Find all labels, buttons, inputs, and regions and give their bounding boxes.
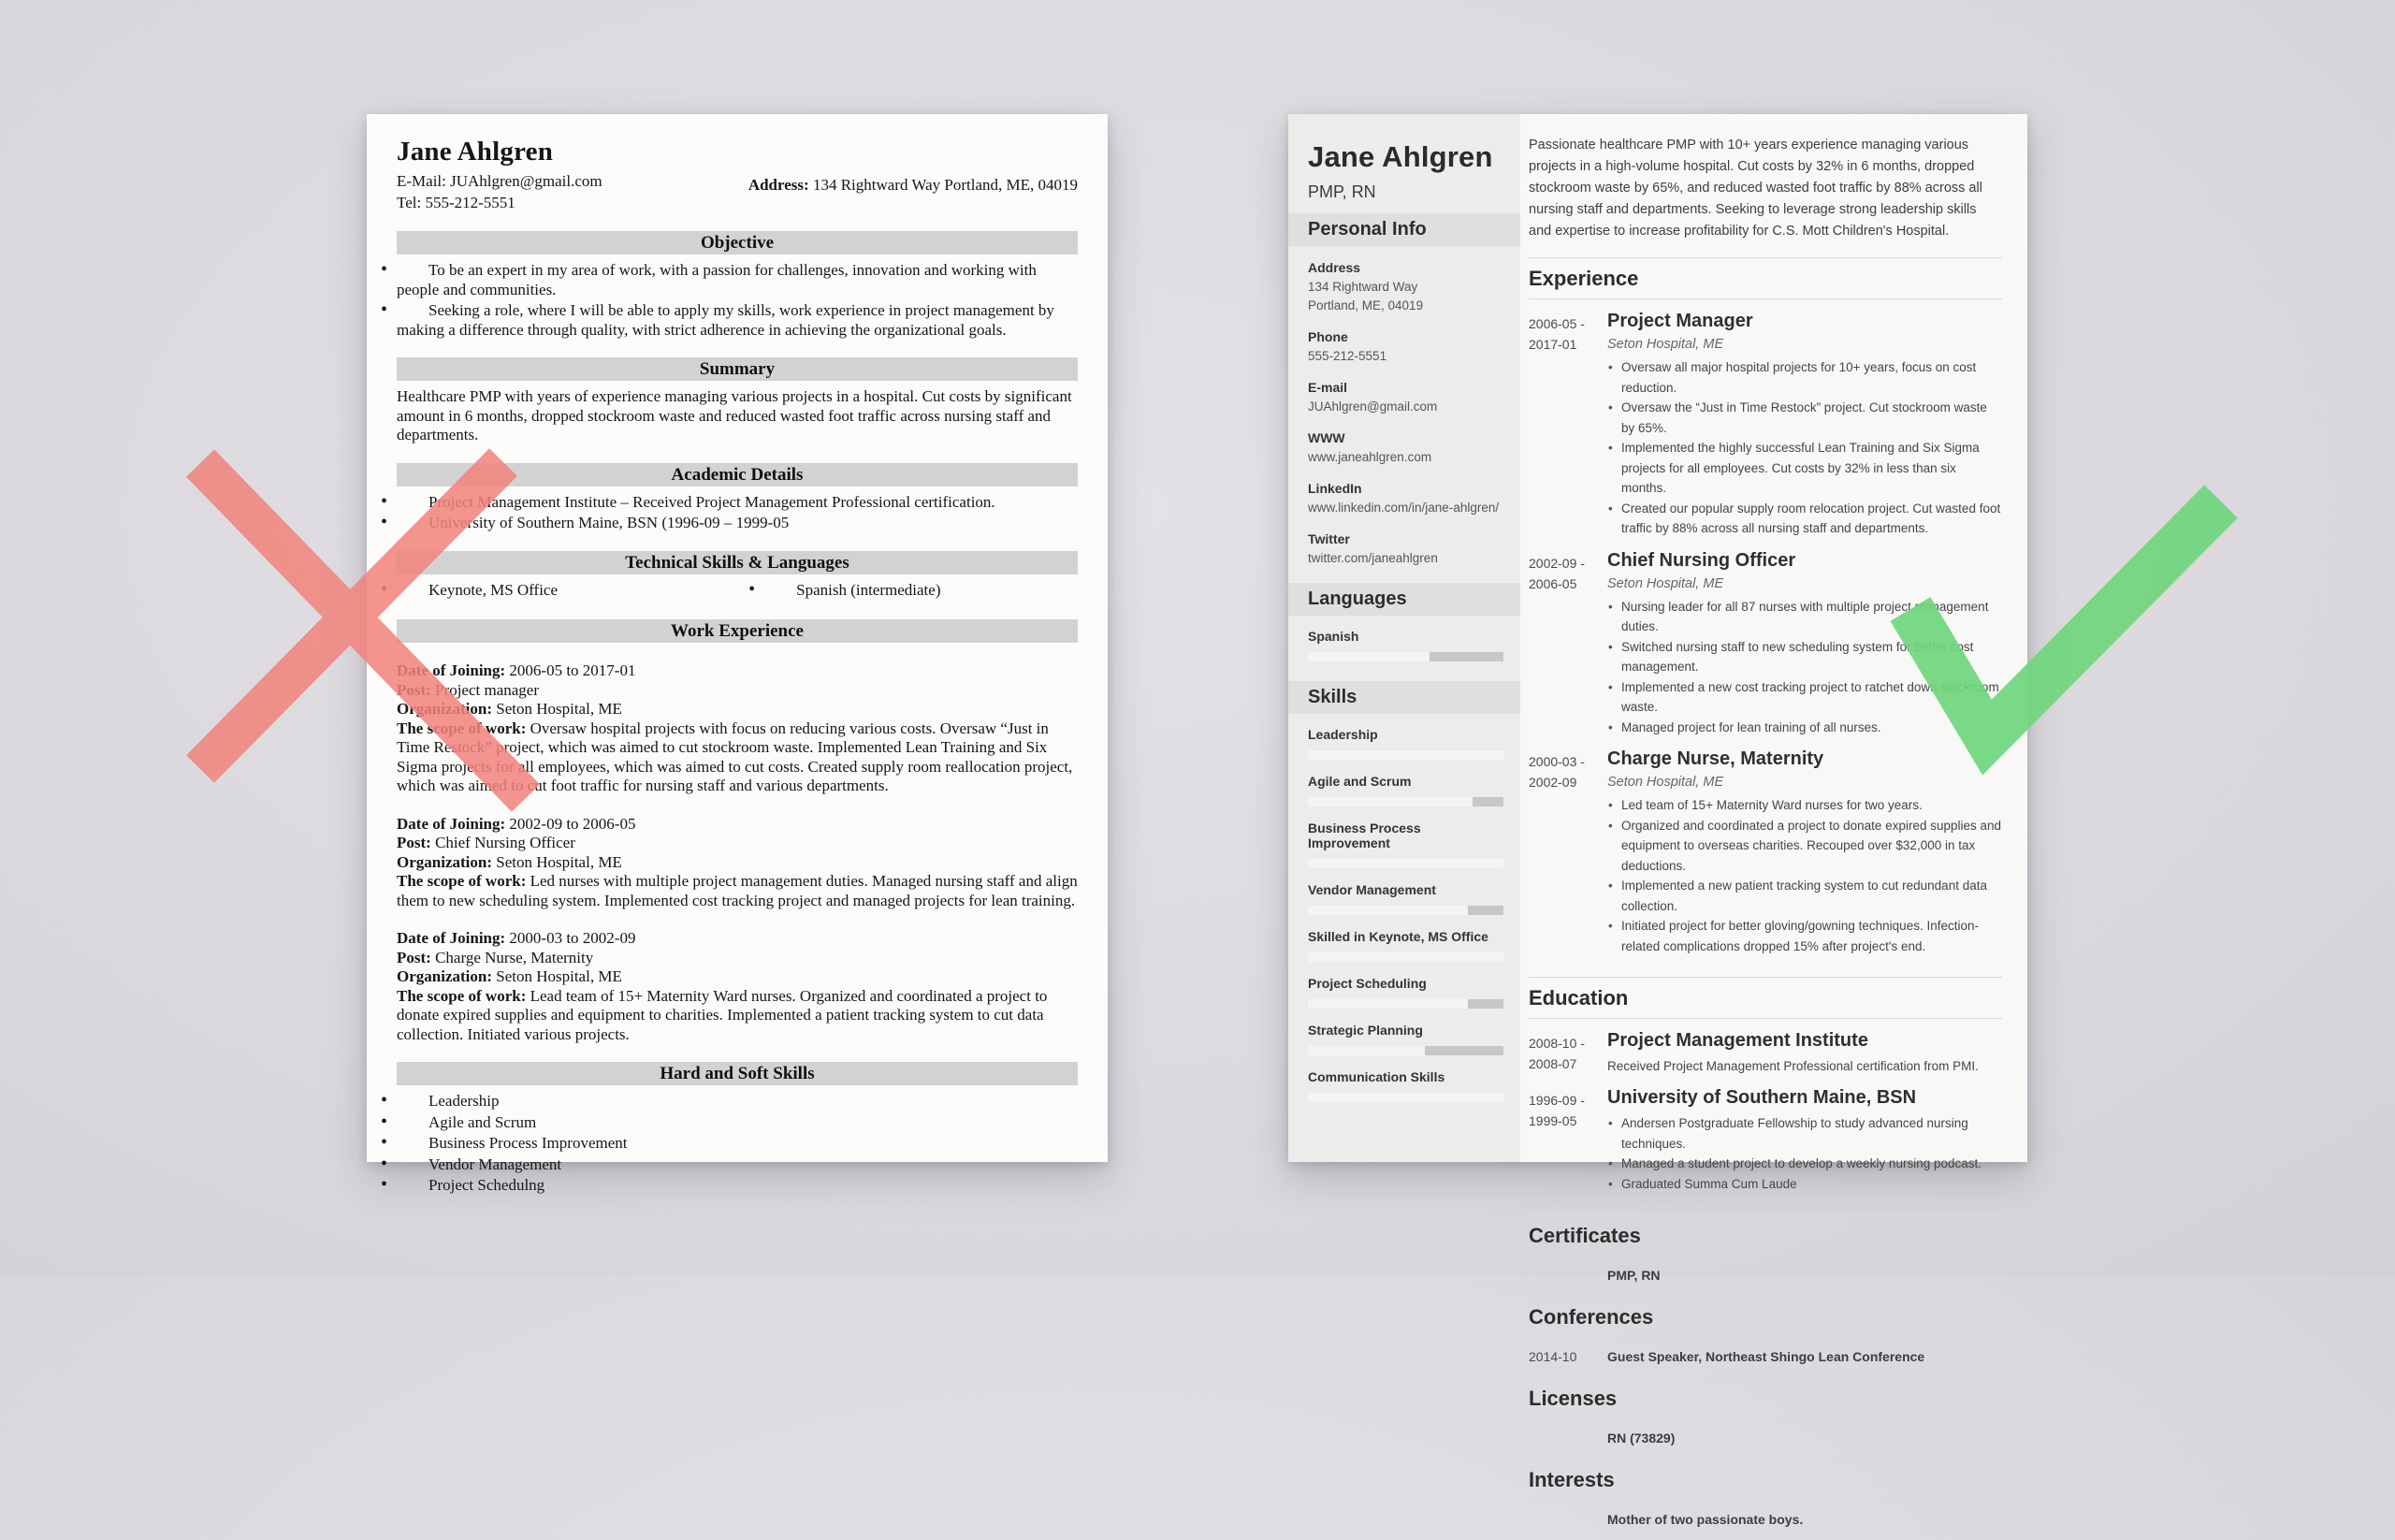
skill-item-bar: [1308, 906, 1503, 915]
address-label: Address:: [748, 176, 809, 194]
skill-item-bar: [1308, 1093, 1503, 1102]
entry-dates: [1529, 1087, 1607, 1194]
conference-date: 2014-10: [1529, 1349, 1577, 1364]
contact-label: Twitter: [1308, 531, 1350, 546]
entry-company: Seton Hospital, ME: [1607, 337, 1724, 352]
academic-bullet: • Project Management Institute – Received Project Management Professional certification.: [397, 493, 1078, 513]
licenses-heading: Licenses: [1529, 1378, 2002, 1419]
skill-item-bar-fill: [1308, 797, 1473, 806]
skill-item: [1308, 774, 1503, 806]
entry-date: 2017-01: [1529, 337, 1577, 352]
skill-item-bar-fill: [1308, 952, 1503, 962]
objective-bullet: • Seeking a role, where I will be able to apply my skills, work experience in project management by making a difference through quality, with strict adherence in achieving the organizational goals.: [397, 301, 1078, 340]
skill-item-bar: [1308, 797, 1503, 806]
work-field-label: The scope of work:: [397, 986, 527, 1005]
objective-list: [397, 261, 1078, 340]
skill-item: [1308, 1023, 1503, 1055]
skill-item: [1308, 1069, 1503, 1102]
address-value: 134 Rightward Way Portland, ME, 04019: [812, 176, 1078, 194]
professional-summary: Passionate healthcare PMP with 10+ years experience managing various projects in a high-volume hospital. Cut costs by 32% in 6 months, dropped stockroom waste by 65%, and reduced wasted foot traffic by 88% across all nursing staff and departments. Seeking to leverage strong leadership skills and expertise to increase profitability for C.S. Mott Children's Hospital.: [1529, 138, 1982, 239]
entry-title: Charge Nurse, Maternity: [1607, 748, 1824, 769]
certificates-text: PMP, RN: [1607, 1268, 1661, 1283]
tech-skill-left: • Keynote, MS Office: [397, 581, 710, 601]
contact-group: [1308, 478, 1503, 517]
work-field-row: Organization: Seton Hospital, ME: [397, 967, 622, 985]
entry-body: [1607, 1030, 2002, 1076]
contact-label: Phone: [1308, 329, 1348, 344]
bad-resume-name: Jane Ahlgren: [397, 137, 554, 167]
section-experience: [1529, 257, 2002, 977]
entry-bullet: • Oversaw all major hospital projects for 10+ years, focus on cost reduction.: [1607, 357, 2002, 398]
section-bar-summary: Summary: [397, 357, 1078, 381]
work-field-label: Post:: [397, 834, 431, 851]
tech-skill-right: • Spanish (intermediate): [764, 581, 1078, 601]
hard-soft-skill-bullet: • Vendor Management: [397, 1155, 1078, 1175]
conferences-heading: Conferences: [1529, 1297, 2002, 1338]
entry-bullet: • Implemented a new patient tracking system to cut redundant data collection.: [1607, 876, 2002, 916]
entry-title: Project Management Institute: [1607, 1030, 1868, 1051]
contact-list: [1288, 246, 1520, 583]
skill-item-name: Strategic Planning: [1308, 1023, 1423, 1038]
entry-date: 2008-07: [1529, 1056, 1577, 1071]
entry-bullet: • Organized and coordinated a project to donate expired supplies and equipment to overseas charities. Recouped over $32,000 in tax deductions.: [1607, 816, 2002, 877]
summary-paragraph: Healthcare PMP with years of experience managing various projects in a hospital. Cut costs by significant amount in 6 months, dropped stockroom waste and reduced wasted foot traffic across nursing staff and departments.: [397, 387, 1072, 443]
entry-bullet: • Graduated Summa Cum Laude: [1607, 1174, 2002, 1195]
entry-body: [1607, 1087, 2002, 1194]
work-field-row: Post: Project manager: [397, 680, 540, 699]
contact-value: JUAhlgren@gmail.com: [1308, 400, 1438, 414]
skill-item: [1308, 727, 1503, 760]
entry-date: 2008-10 -: [1529, 1036, 1585, 1051]
interests-row: [1529, 1501, 2002, 1540]
skill-item-name: Communication Skills: [1308, 1069, 1445, 1084]
skill-item-bar-fill: [1308, 906, 1468, 915]
entry-dates: [1529, 748, 1607, 956]
hard-soft-skill-bullet: • Project Schedulng: [397, 1176, 1078, 1196]
language-item-name: Spanish: [1308, 629, 1359, 644]
contact-group: [1308, 428, 1503, 467]
entry-bullets: [1607, 357, 2002, 539]
interests-date: [1529, 1512, 1607, 1527]
contact-group: [1308, 529, 1503, 568]
entry-title: Chief Nursing Officer: [1607, 549, 1796, 571]
language-item: [1308, 629, 1503, 661]
entry-bullets: [1607, 795, 2002, 956]
section-conferences: [1529, 1296, 2002, 1377]
entry-bullet: • Oversaw the “Just in Time Restock” project. Cut stockroom waste by 65%.: [1607, 398, 2002, 438]
contact-group: [1308, 257, 1503, 315]
skill-item-name: Vendor Management: [1308, 882, 1436, 897]
sidebar-heading-skills: Skills: [1288, 681, 1520, 714]
bad-resume-phone: Tel: 555-212-5551: [397, 194, 515, 211]
sidebar-heading-personal-info: Personal Info: [1288, 213, 1520, 246]
skill-item-bar-fill: [1308, 750, 1503, 760]
contact-value: Portland, ME, 04019: [1308, 298, 1424, 312]
education-entries: [1529, 1019, 2002, 1214]
entry-body: [1607, 748, 2002, 956]
skill-item: [1308, 929, 1503, 962]
entry-bullet: • Implemented the highly successful Lean Training and Six Sigma projects for all employees. Cut costs by 32% in less than six months.: [1607, 438, 2002, 499]
work-field-row: Date of Joining: 2000-03 to 2002-09: [397, 929, 636, 947]
skill-item-name: Agile and Scrum: [1308, 774, 1412, 789]
entry-bullet: • Managed project for lean training of all nurses.: [1607, 718, 2002, 738]
timeline-entry: [1529, 311, 2002, 539]
conferences-row: [1529, 1338, 2002, 1377]
section-bar-hard-soft-skills: Hard and Soft Skills: [397, 1062, 1078, 1085]
entry-bullet: • Led team of 15+ Maternity Ward nurses for two years.: [1607, 795, 2002, 816]
hard-soft-skill-bullet: • Business Process Improvement: [397, 1134, 1078, 1154]
sidebar-name-block: [1288, 140, 1520, 202]
skill-item-bar: [1308, 1046, 1503, 1055]
work-field-row: Post: Charge Nurse, Maternity: [397, 948, 594, 966]
contact-label: E-mail: [1308, 380, 1348, 395]
skill-item-name: Leadership: [1308, 727, 1378, 742]
licenses-date: [1529, 1431, 1607, 1446]
bad-resume-email: E-Mail: JUAhlgren@gmail.com: [397, 172, 602, 190]
good-resume-page: [1288, 114, 2027, 1527]
work-field-label: Organization:: [397, 967, 492, 985]
work-field-label: Organization:: [397, 700, 492, 718]
section-education: [1529, 977, 2002, 1214]
bad-resume-page: [367, 114, 1108, 1194]
entry-date: 2006-05 -: [1529, 316, 1585, 331]
contact-value: 134 Rightward Way: [1308, 280, 1418, 294]
good-resume-main: [1520, 114, 2027, 1527]
entry-body: [1607, 311, 2002, 539]
skill-item-bar-fill: [1308, 1046, 1425, 1055]
entry-bullet: • Switched nursing staff to new scheduling system for better cost management.: [1607, 637, 2002, 677]
work-entry: [397, 815, 1078, 911]
entry-date: 2002-09: [1529, 775, 1577, 790]
entry-dates: [1529, 550, 1607, 738]
work-field-label: Post:: [397, 948, 431, 966]
good-resume-title: PMP, RN: [1308, 182, 1376, 201]
work-field-label: Organization:: [397, 852, 492, 871]
skill-item-bar-fill: [1308, 859, 1503, 868]
section-licenses: [1529, 1377, 2002, 1459]
work-field-row: Organization: Seton Hospital, ME: [397, 852, 622, 871]
skill-item-bar: [1308, 859, 1503, 868]
entry-bullets: [1607, 597, 2002, 738]
language-list: [1288, 616, 1520, 681]
work-field-row: The scope of work: Led nurses with multiple project management duties. Managed nursing staff and align them to new scheduling system. Implemented cost tracking project and managed projects for lean training.: [397, 872, 1078, 909]
good-resume-name: Jane Ahlgren: [1308, 140, 1493, 173]
certificates-heading: Certificates: [1529, 1215, 2002, 1257]
academic-list: [397, 493, 1078, 533]
contact-group: [1308, 327, 1503, 366]
skill-item: [1308, 821, 1503, 868]
entry-title: University of Southern Maine, BSN: [1607, 1087, 1917, 1108]
entry-dates: [1529, 311, 1607, 539]
skill-item-bar-fill: [1308, 999, 1468, 1009]
academic-bullet: • University of Southern Maine, BSN (1996-09 – 1999-05: [397, 514, 1078, 533]
work-field-row: Post: Chief Nursing Officer: [397, 834, 575, 851]
contact-value: 555-212-5551: [1308, 349, 1387, 363]
section-bar-tech-skills: Technical Skills & Languages: [397, 551, 1078, 574]
good-resume-sidebar: [1288, 114, 1520, 1162]
certificates-row: [1529, 1257, 2002, 1296]
timeline-entry: [1529, 1087, 2002, 1194]
section-bar-academic: Academic Details: [397, 463, 1078, 487]
work-field-label: Date of Joining:: [397, 661, 506, 679]
skill-item-bar: [1308, 750, 1503, 760]
skill-item-bar: [1308, 999, 1503, 1009]
entry-bullet: • Managed a student project to develop a weekly nursing podcast.: [1607, 1154, 2002, 1174]
sidebar-heading-languages: Languages: [1288, 583, 1520, 616]
timeline-entry: [1529, 1030, 2002, 1076]
entry-company: Seton Hospital, ME: [1607, 575, 1724, 591]
language-item-bar: [1308, 652, 1503, 661]
skill-item-bar: [1308, 952, 1503, 962]
contact-value: www.linkedin.com/in/jane-ahlgren/: [1308, 501, 1500, 515]
hard-soft-skill-bullet: • Leadership: [397, 1092, 1078, 1111]
skill-list: [1288, 714, 1520, 1122]
education-heading: Education: [1529, 978, 2002, 1019]
skill-item: [1308, 976, 1503, 1009]
language-item-bar-fill: [1308, 652, 1430, 661]
skill-item: [1308, 882, 1503, 915]
contact-group: [1308, 377, 1503, 416]
timeline-entry: [1529, 550, 2002, 738]
interests-heading: Interests: [1529, 1460, 2002, 1501]
work-experience-list: [397, 661, 1078, 1044]
entry-bullet: • Initiated project for better gloving/gowning techniques. Infection-related complications dropped 15% after project's end.: [1607, 916, 2002, 956]
work-field-row: The scope of work: Lead team of 15+ Maternity Ward nurses. Organized and coordinated a project to donate expired supplies and equipment to charities. Implemented a patient tracking system to cut data collection. Initiated various projects.: [397, 986, 1048, 1043]
licenses-row: [1529, 1419, 2002, 1459]
section-interests: [1529, 1459, 2002, 1540]
entry-date: 2000-03 -: [1529, 754, 1585, 769]
work-field-row: Date of Joining: 2002-09 to 2006-05: [397, 814, 636, 833]
entry-bullet: • Created our popular supply room relocation project. Cut wasted foot traffic by 88% across all nursing staff and departments.: [1607, 499, 2002, 539]
entry-title: Project Manager: [1607, 311, 1753, 331]
work-entry: [397, 929, 1078, 1044]
conference-text: Guest Speaker, Northeast Shingo Lean Conference: [1607, 1349, 1925, 1364]
work-field-label: Date of Joining:: [397, 929, 506, 947]
work-field-label: Post:: [397, 680, 431, 699]
contact-value: www.janeahlgren.com: [1308, 450, 1432, 464]
work-field-label: The scope of work:: [397, 719, 527, 737]
section-bar-objective: Objective: [397, 231, 1078, 254]
skill-item-name: Business Process Improvement: [1308, 821, 1421, 850]
skill-item-name: Project Scheduling: [1308, 976, 1427, 991]
section-bar-work-experience: Work Experience: [397, 619, 1078, 643]
entry-body: [1607, 550, 2002, 738]
entry-text: Received Project Management Professional certification from PMI.: [1607, 1059, 1979, 1073]
work-entry: [397, 661, 1078, 796]
objective-bullet: • To be an expert in my area of work, with a passion for challenges, innovation and working with people and communities.: [397, 261, 1078, 299]
entry-bullets: [1607, 1113, 2002, 1194]
entry-bullet: • Implemented a new cost tracking project to ratchet down stockroom waste.: [1607, 677, 2002, 718]
entry-dates: [1529, 1030, 1607, 1076]
bad-resume-content: [367, 114, 1108, 1220]
entry-date: 1996-09 -: [1529, 1093, 1585, 1108]
work-field-row: Date of Joining: 2006-05 to 2017-01: [397, 661, 636, 679]
timeline-entry: [1529, 748, 2002, 956]
contact-value: twitter.com/janeahlgren: [1308, 551, 1438, 565]
entry-date: 2002-09 -: [1529, 555, 1585, 571]
work-field-row: The scope of work: Oversaw hospital projects with focus on reducing various costs. Oversaw “Just in Time Restock” project, which was aimed to cut stockroom waste. Implemented Lean Training and Six Sigma projects for all employees, which was aimed to cut costs. Created supply room reallocation project, which was aimed to cut foot traffic for nursing staff and various departments.: [397, 719, 1073, 794]
contact-label: LinkedIn: [1308, 481, 1362, 496]
skill-item-name: Skilled in Keynote, MS Office: [1308, 929, 1488, 944]
tech-skills-row: [397, 581, 1078, 603]
entry-date: 2006-05: [1529, 575, 1577, 591]
certificates-date: [1529, 1268, 1607, 1283]
experience-heading: Experience: [1529, 258, 2002, 299]
section-certificates: [1529, 1214, 2002, 1296]
entry-company: Seton Hospital, ME: [1607, 775, 1724, 790]
bad-resume-address: [748, 174, 1078, 196]
experience-entries: [1529, 299, 2002, 977]
contact-label: Address: [1308, 260, 1361, 275]
work-field-row: Organization: Seton Hospital, ME: [397, 700, 622, 718]
work-field-label: The scope of work:: [397, 872, 527, 890]
entry-bullet: • Nursing leader for all 87 nurses with multiple project management duties.: [1607, 597, 2002, 637]
work-field-label: Date of Joining:: [397, 814, 506, 833]
hard-soft-skills-list: [397, 1092, 1078, 1196]
interests-text: Mother of two passionate boys.: [1607, 1512, 1804, 1527]
licenses-text: RN (73829): [1607, 1431, 1676, 1446]
hard-soft-skill-bullet: • Agile and Scrum: [397, 1113, 1078, 1133]
skill-item-bar-fill: [1308, 1093, 1503, 1102]
entry-date: 1999-05: [1529, 1113, 1577, 1128]
entry-bullet: • Andersen Postgraduate Fellowship to study advanced nursing techniques.: [1607, 1113, 2002, 1154]
contact-label: WWW: [1308, 430, 1345, 445]
